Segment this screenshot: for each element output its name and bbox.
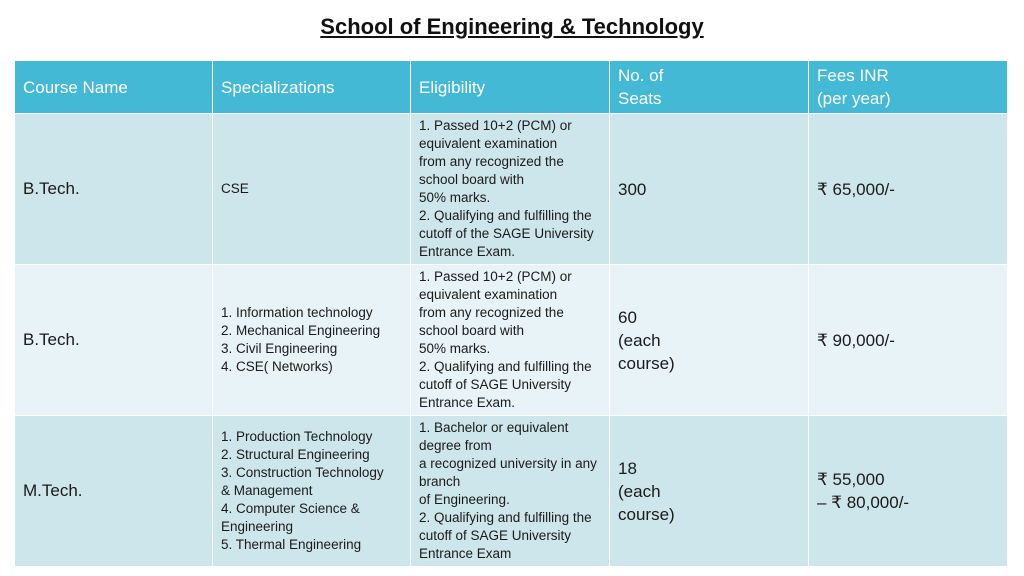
table-header xyxy=(15,61,1008,114)
specializations-cell: 1. Information technology 2. Mechanical Engineering 3. Civil Engineering 4. CSE( Networks) xyxy=(213,265,411,416)
specializations-cell: 1. Production Technology 2. Structural Engineering 3. Construction Technology & Management 4. Computer Science & Engineering 5. Thermal Engineering xyxy=(213,416,411,567)
eligibility-cell: 1. Bachelor or equivalent degree from a recognized university in any branch of Engineering. 2. Qualifying and fulfilling the cutoff of SAGE University Entrance Exam xyxy=(411,416,610,567)
specializations-cell: CSE xyxy=(213,114,411,265)
table-row xyxy=(15,114,1008,265)
fees-cell: ₹ 55,000 – ₹ 80,000/- xyxy=(809,416,1008,567)
header-eligibility: Eligibility xyxy=(411,61,610,114)
table-row xyxy=(15,416,1008,567)
courses-table xyxy=(14,60,1008,567)
fees-cell: ₹ 90,000/- xyxy=(809,265,1008,416)
header-seats: No. of Seats xyxy=(610,61,809,114)
seats-cell: 18 (each course) xyxy=(610,416,809,567)
header-row xyxy=(15,61,1008,114)
course-name-cell: B.Tech. xyxy=(15,114,213,265)
header-course-name: Course Name xyxy=(15,61,213,114)
eligibility-cell: 1. Passed 10+2 (PCM) or equivalent examination from any recognized the school board with 50% marks. 2. Qualifying and fulfilling the cutoff of the SAGE University Entrance Exam. xyxy=(411,114,610,265)
seats-cell: 60 (each course) xyxy=(610,265,809,416)
seats-cell: 300 xyxy=(610,114,809,265)
course-name-cell: B.Tech. xyxy=(15,265,213,416)
table-row xyxy=(15,265,1008,416)
fees-cell: ₹ 65,000/- xyxy=(809,114,1008,265)
header-fees: Fees INR (per year) xyxy=(809,61,1008,114)
course-name-cell: M.Tech. xyxy=(15,416,213,567)
eligibility-cell: 1. Passed 10+2 (PCM) or equivalent examination from any recognized the school board with 50% marks. 2. Qualifying and fulfilling the cutoff of SAGE University Entrance Exam. xyxy=(411,265,610,416)
page-title: School of Engineering & Technology xyxy=(320,14,704,39)
header-specializations: Specializations xyxy=(213,61,411,114)
